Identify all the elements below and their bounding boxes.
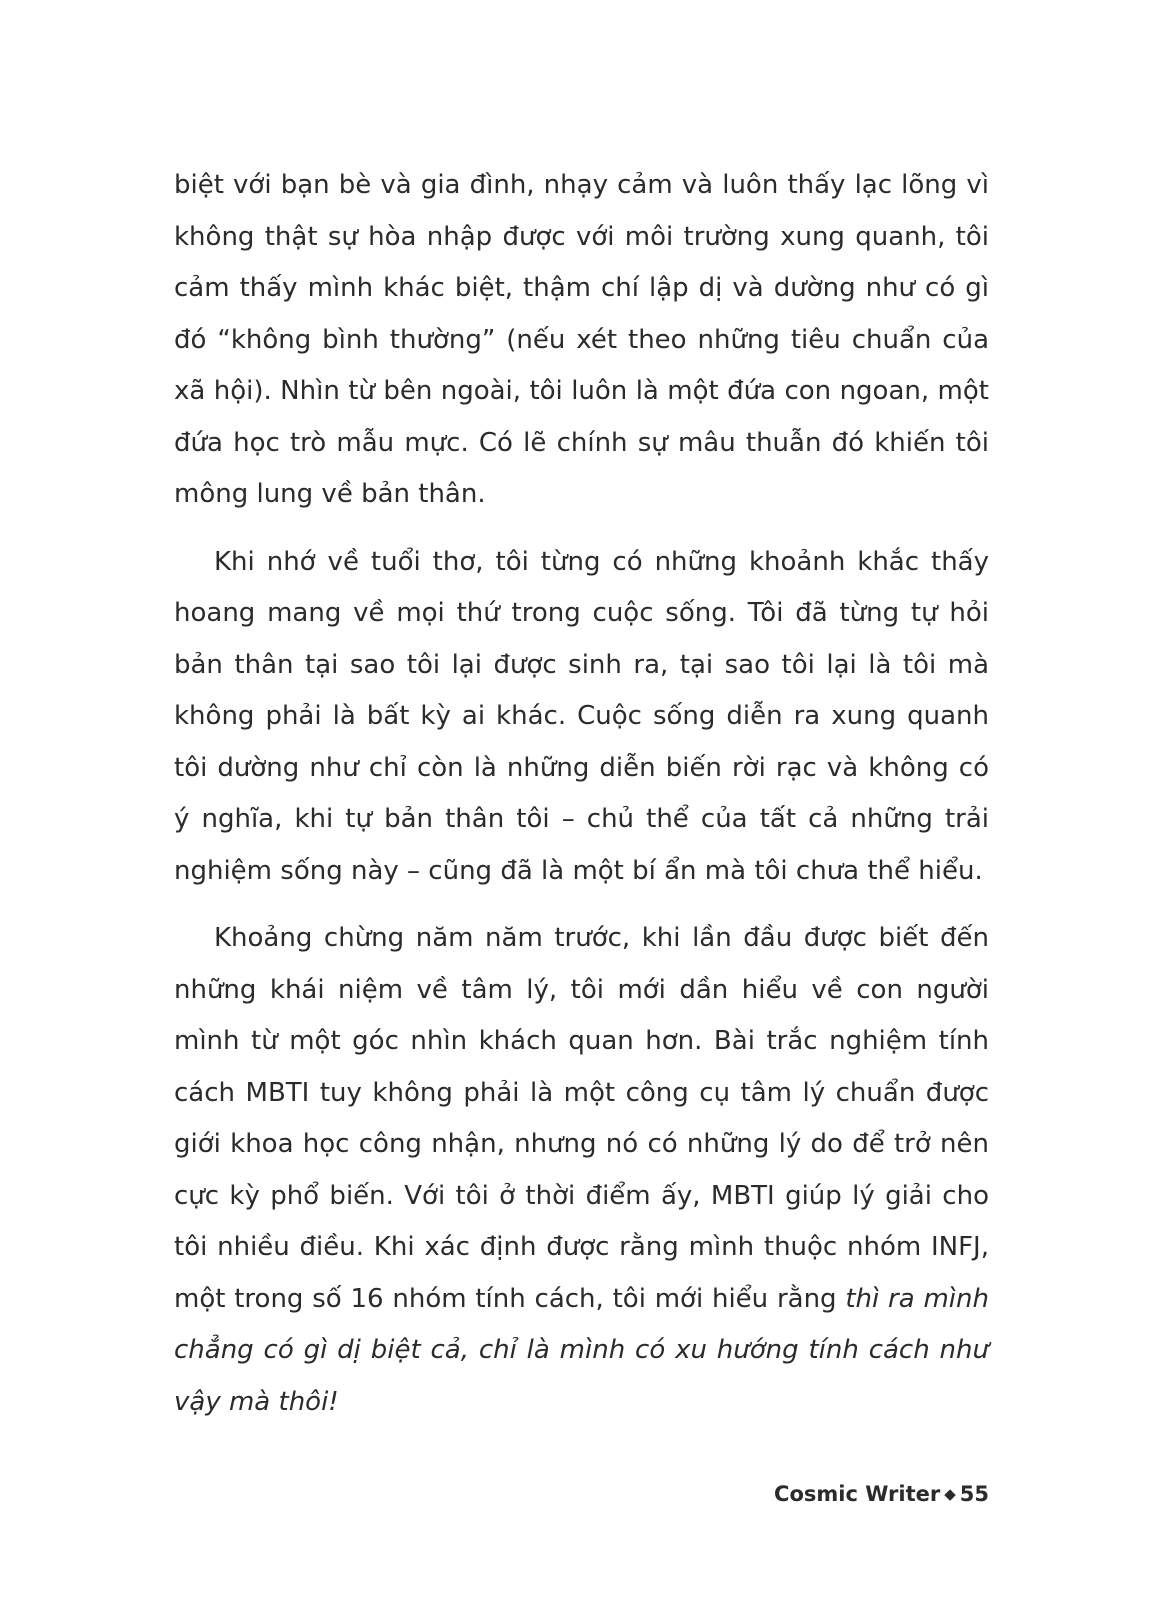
book-title: Cosmic Writer: [774, 1482, 941, 1506]
diamond-separator-icon: ◆: [944, 1485, 956, 1503]
page-footer: [774, 1482, 989, 1506]
paragraph-1: biệt với bạn bè và gia đình, nhạy cảm và luôn thấy lạc lõng vì không thật sự hòa nhập được với môi trường xung quanh, tôi cảm thấy mình khác biệt, thậm chí lập dị và dường như có gì đó “không bình thường” (nếu xét theo những tiêu chuẩn của xã hội). Nhìn từ bên ngoài, tôi luôn là một đứa con ngoan, một đứa học trò mẫu mực. Có lẽ chính sự mâu thuẫn đó khiến tôi mông lung về bản thân.: [174, 170, 989, 509]
paragraph-3-italic: thì ra mình chẳng có gì dị biệt cả, chỉ là mình có xu hướng tính cách như vậy mà thôi!: [174, 1283, 989, 1417]
paragraph-3: [174, 913, 989, 1428]
paragraph-2: Khi nhớ về tuổi thơ, tôi từng có những khoảnh khắc thấy hoang mang về mọi thứ trong cuộc sống. Tôi đã từng tự hỏi bản thân tại sao tôi lại được sinh ra, tại sao tôi lại là tôi mà không phải là bất kỳ ai khác. Cuộc sống diễn ra xung quanh tôi dường như chỉ còn là những diễn biến rời rạc và không có ý nghĩa, khi tự bản thân tôi – chủ thể của tất cả những trải nghiệm sống này – cũng đã là một bí ẩn mà tôi chưa thể hiểu.: [174, 546, 989, 886]
paragraph-3-text: Khoảng chừng năm năm trước, khi lần đầu được biết đến những khái niệm về tâm lý, tôi mới dần hiểu về con người mình từ một góc nhìn khách quan hơn. Bài trắc nghiệm tính cách MBTI tuy không phải là một công cụ tâm lý chuẩn được giới khoa học công nhận, nhưng nó có những lý do để trở nên cực kỳ phổ biến. Với tôi ở thời điểm ấy, MBTI giúp lý giải cho tôi nhiều điều. Khi xác định được rằng mình thuộc nhóm INFJ, một trong số 16 nhóm tính cách, tôi mới hiểu rằng: [174, 923, 989, 1314]
page-number: 55: [959, 1482, 989, 1506]
body-text: [174, 160, 989, 1428]
